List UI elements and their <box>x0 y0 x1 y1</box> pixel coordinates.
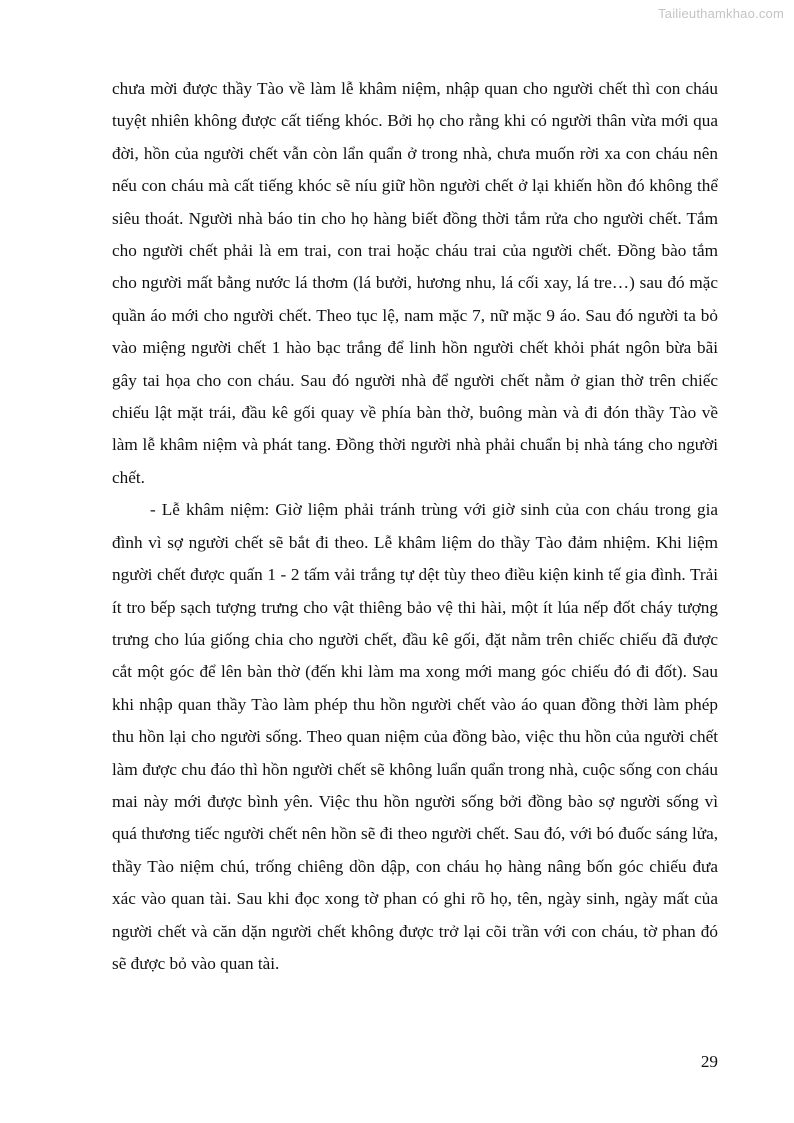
paragraph-continuation: chưa mời được thầy Tào về làm lễ khâm niệm, nhập quan cho người chết thì con cháu tuyệt nhiên không được cất tiếng khóc. Bởi họ cho rằng khi có người thân vừa mới qua đời, hồn của người chết vẫn còn lẩn quẩn ở trong nhà, chưa muốn rời xa con cháu nên nếu con cháu mà cất tiếng khóc sẽ níu giữ hồn người chết ở lại khiến hồn đó không thể siêu thoát. Người nhà báo tin cho họ hàng biết đồng thời tắm rửa cho người chết. Tắm cho người chết phải là em trai, con trai hoặc cháu trai của người chết. Đồng bào tắm cho người mất bằng nước lá thơm (lá bưởi, hương nhu, lá cối xay, lá tre…) sau đó mặc quần áo mới cho người chết. Theo tục lệ, nam mặc 7, nữ mặc 9 áo. Sau đó người ta bỏ vào miệng người chết 1 hào bạc trắng để linh hồn người chết khỏi phát ngôn bừa bãi gây tai họa cho con cháu. Sau đó người nhà để người chết nằm ở gian thờ trên chiếc chiếu lật mặt trái, đầu kê gối quay về phía bàn thờ, buông màn và đi đón thầy Tào về làm lễ khâm niệm và phát tang. Đồng thời người nhà phải chuẩn bị nhà táng cho người chết. <box>112 79 718 487</box>
document-body <box>112 73 718 980</box>
page-number: 29 <box>700 1052 718 1071</box>
watermark-text: Tailieuthamkhao.com <box>658 6 784 21</box>
paragraph-kham-niem: - Lễ khâm niệm: Giờ liệm phải tránh trùng với giờ sinh của con cháu trong gia đình vì sợ người chết sẽ bắt đi theo. Lễ khâm liệm do thầy Tào đảm nhiệm. Khi liệm người chết được quấn 1 - 2 tấm vải trắng tự dệt tùy theo điều kiện kinh tế gia đình. Trải ít tro bếp sạch tượng trưng cho vật thiêng bảo vệ thi hài, một ít lúa nếp đốt cháy tượng trưng cho lúa giống chia cho người chết, đầu kê gối, đặt nằm trên chiếc chiếu đã được cắt một góc để lên bàn thờ (đến khi làm ma xong mới mang góc chiếu đó đi đốt). Sau khi nhập quan thầy Tào làm phép thu hồn người chết vào áo quan đồng thời làm phép thu hồn lại cho người sống. Theo quan niệm của đồng bào, việc thu hồn của người chết làm được chu đáo thì hồn người chết sẽ không luẩn quẩn trong nhà, cuộc sống con cháu mai này mới được bình yên. Việc thu hồn người sống bởi đồng bào sợ người sống vì quá thương tiếc người chết nên hồn sẽ đi theo người chết. Sau đó, với bó đuốc sáng lửa, thầy Tào niệm chú, trống chiêng dồn dập, con cháu họ hàng nâng bốn góc chiếu đưa xác vào quan tài. Sau khi đọc xong tờ phan có ghi rõ họ, tên, ngày sinh, ngày mất của người chết và căn dặn người chết không được trở lại cõi trần với con cháu, tờ phan đó sẽ được bỏ vào quan tài. <box>112 500 718 973</box>
